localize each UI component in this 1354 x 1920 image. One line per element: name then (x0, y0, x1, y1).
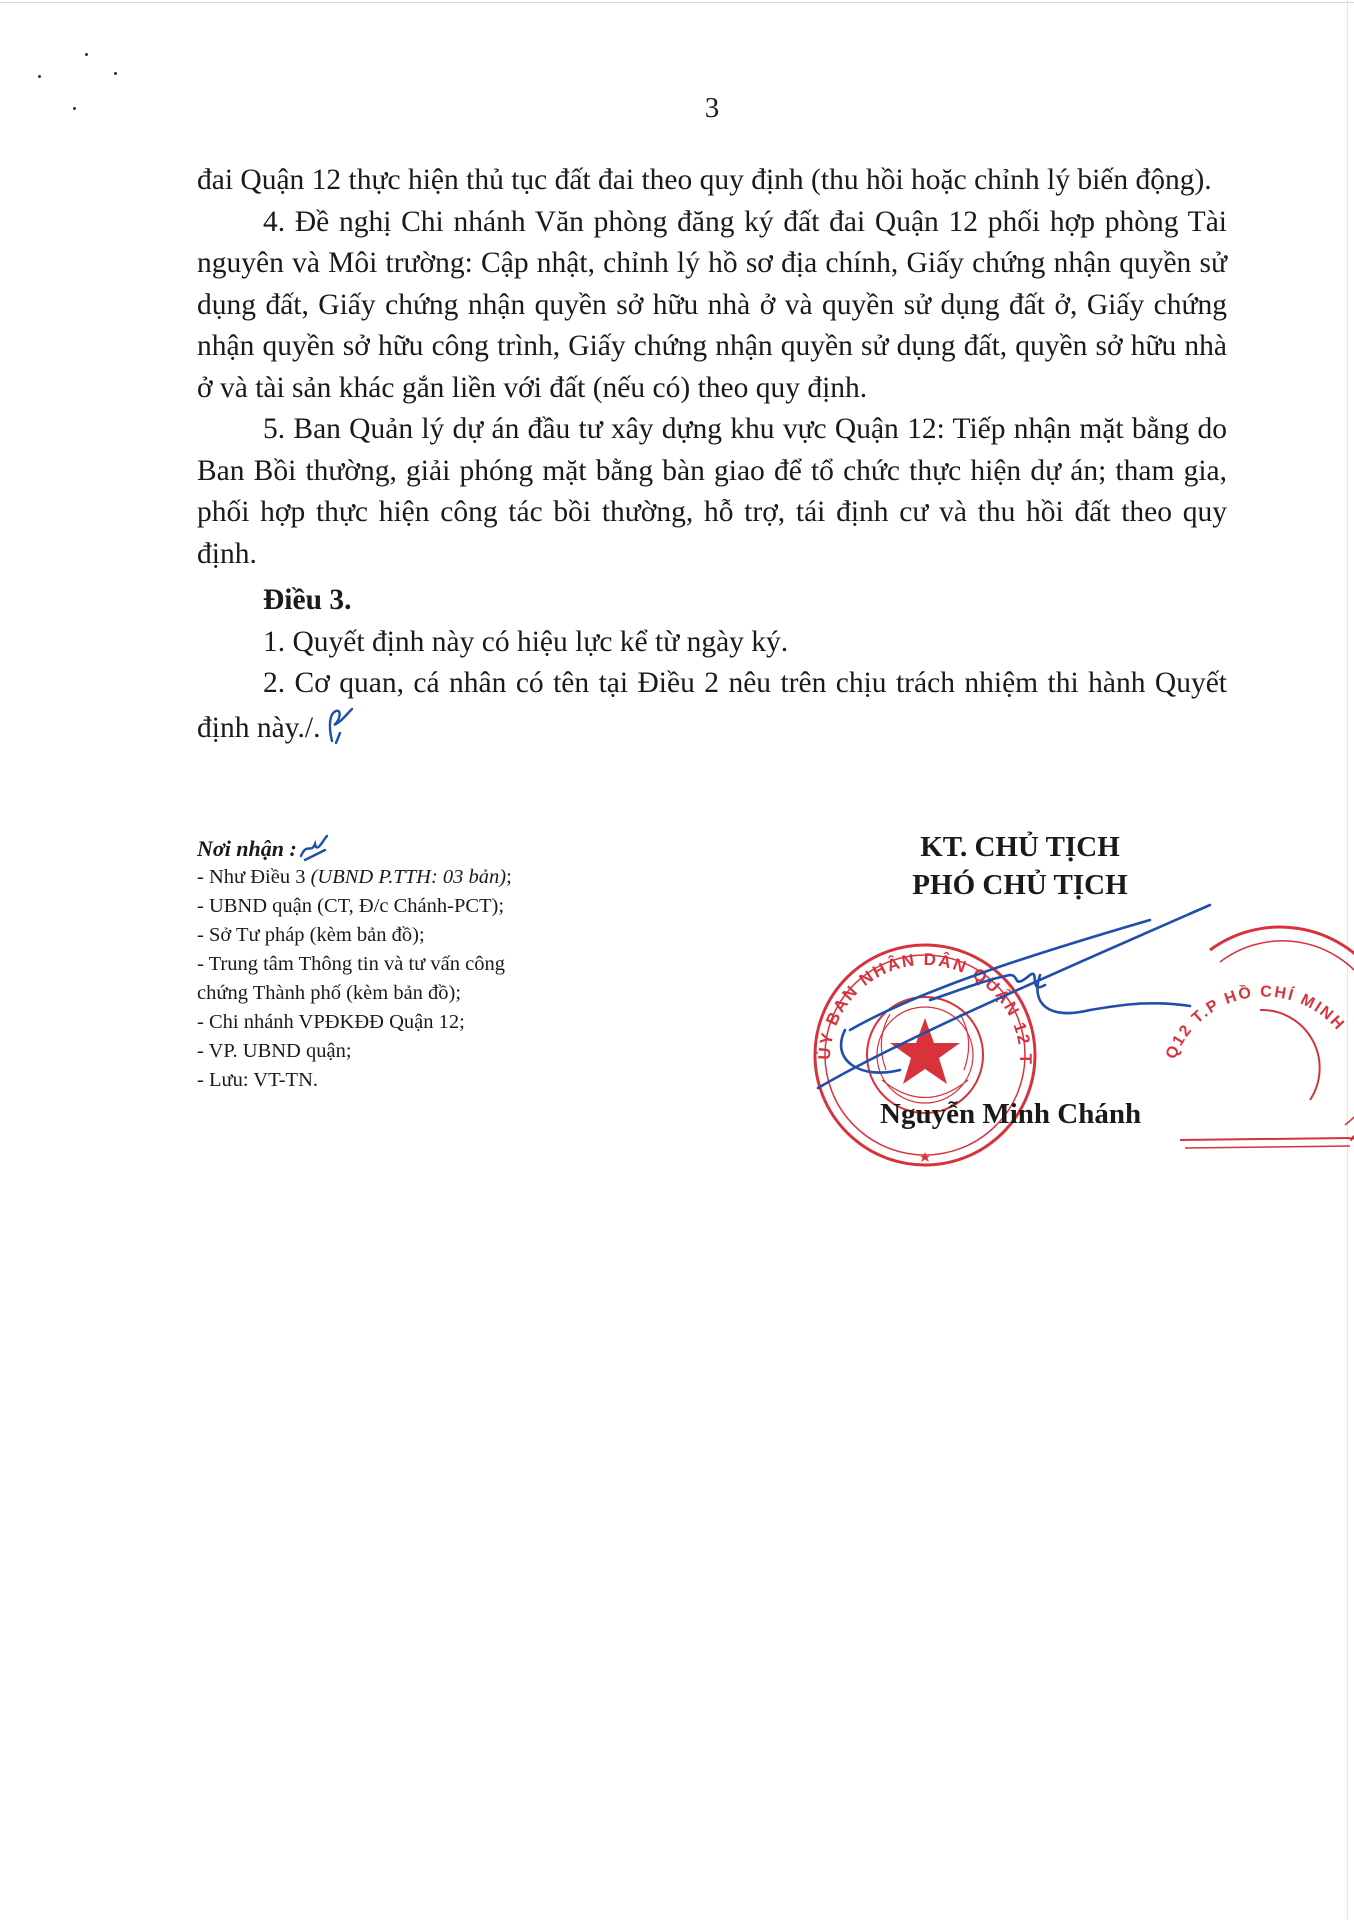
recipient-item: - UBND quận (CT, Đ/c Chánh-PCT); (197, 895, 505, 917)
seal-text-1: ỦY BAN NHÂN DÂN QUẬN 12 TP HỒ CHÍ MINH (781, 915, 1036, 1066)
paragraph-item-4: 4. Đề nghị Chi nhánh Văn phòng đăng ký đất đai Quận 12 phối hợp phòng Tài nguyên và Môi trường: Cập nhật, chỉnh lý hồ sơ địa chính, Giấy chứng nhận quyền sử dụng đất, Giấy chứng nhận quyền sở hữu nhà ở và quyền sử dụng đất ở, Giấy chứng nhận quyền sở hữu công trình, Giấy chứng nhận quyền sử dụng đất, quyền sở hữu nhà ở và tài sản khác gắn liền với đất (nếu có) theo quy định. (197, 205, 1227, 404)
svg-text:Q12 T.P HỒ CHÍ MINH (1163, 982, 1348, 1061)
clause-2-text: 2. Cơ quan, cá nhân có tên tại Điều 2 nêu trên chịu trách nhiệm thi hành Quyết định này./. (197, 667, 1227, 744)
recipients-title (197, 832, 637, 863)
article-3-heading: Điều 3. (263, 584, 352, 616)
recipients-list (197, 832, 637, 1095)
recipient-prefix: - Như Điều 3 (197, 866, 311, 888)
paragraph-continuation: đai Quận 12 thực hiện thủ tục đất đai theo quy định (thu hồi hoặc chỉnh lý biến động). (197, 164, 1212, 196)
recipient-item: - Sở Tư pháp (kèm bản đồ); (197, 924, 425, 946)
recipient-note: (UBND P.TTH: 03 bản) (310, 866, 507, 888)
scan-edge-top (0, 2, 1354, 3)
signer-name: Nguyễn Minh Chánh (880, 1098, 1142, 1130)
recipient-item: - Chi nhánh VPĐKĐĐ Quận 12; (197, 1011, 465, 1033)
recipient-item (197, 863, 637, 892)
article-3-clause-1: 1. Quyết định này có hiệu lực kể từ ngày ký. (263, 625, 789, 658)
signature-line-1: KT. CHỦ TỊCH (920, 831, 1120, 863)
recipients-title-text: Nơi nhận : (197, 836, 297, 861)
article-3-clause-2 (197, 663, 1227, 749)
paragraph-item-5: 5. Ban Quản lý dự án đầu tư xây dựng khu vực Quận 12: Tiếp nhận mặt bằng do Ban Bồi thường, giải phóng mặt bằng bàn giao để tổ chức thực hiện dự án; tham gia, phối hợp thực hiện công tác bồi thường, hỗ trợ, tái định cư và thu hồi đất theo quy định. (197, 413, 1227, 570)
seal-text-2: Q12 T.P HỒ CHÍ MINH (1162, 983, 1349, 1062)
signature-line-2: PHÓ CHỦ TỊCH (912, 869, 1128, 901)
initial-mark-icon (322, 705, 358, 745)
scan-speck (114, 72, 117, 75)
scan-speck (85, 53, 88, 56)
scan-speck (38, 75, 41, 78)
recipient-item: - Trung tâm Thông tin và tư vấn công (197, 953, 505, 975)
recipient-item: - VP. UBND quận; (197, 1040, 352, 1062)
signature-title-block (820, 828, 1220, 904)
recipient-suffix: ; (506, 866, 512, 888)
recipient-item: chứng Thành phố (kèm bản đồ); (197, 982, 462, 1004)
page-number: 3 (704, 92, 720, 124)
recipient-item: - Lưu: VT-TN. (197, 1069, 319, 1091)
body-text (197, 160, 1227, 749)
initial-mark-icon (297, 832, 335, 862)
